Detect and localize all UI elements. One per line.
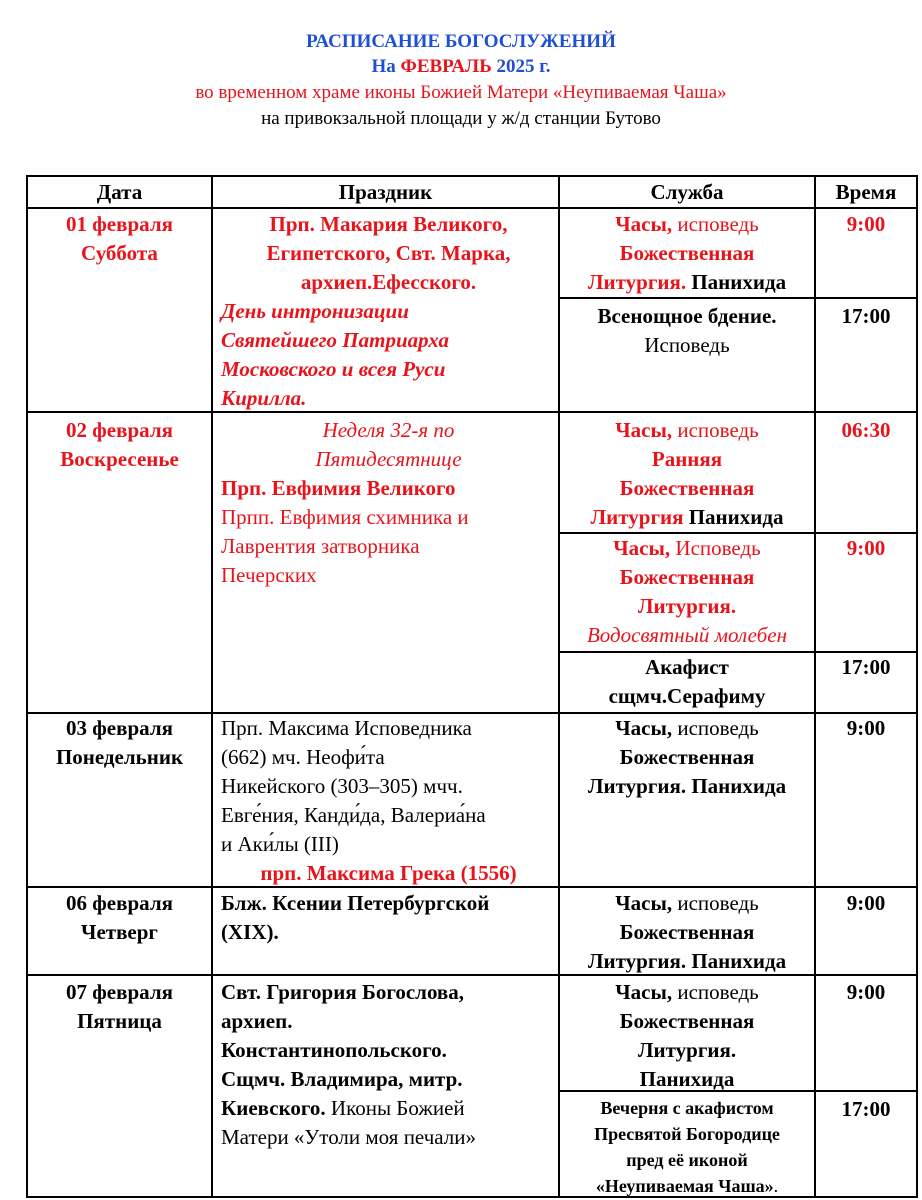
- service-akathist: сщмч.Серафиму: [608, 684, 766, 708]
- header-feast: Праздник: [338, 180, 433, 204]
- service-time: 06:30: [841, 418, 891, 442]
- service-time: 17:00: [841, 655, 891, 679]
- date-day: 07 февраля: [66, 980, 173, 1004]
- feast-line: Киевского.: [221, 1096, 326, 1120]
- service-akathist: Акафист: [645, 655, 729, 679]
- service-vespers: .: [773, 1176, 779, 1196]
- row-feast: [221, 210, 556, 413]
- feast-line: прп. Максима Грека (1556): [260, 861, 517, 885]
- column-divider: [211, 177, 213, 1196]
- schedule-month: [0, 56, 922, 78]
- service-hours: Часы,: [615, 418, 673, 442]
- feast-line: Сщмч. Владимира, митр.: [221, 1067, 463, 1091]
- row-divider: [28, 207, 916, 209]
- feast-line: (662) мч. Неофи́та: [221, 745, 385, 769]
- service-time: 17:00: [841, 304, 891, 328]
- service-panikhida: Панихида: [686, 270, 787, 294]
- service-confession: Исповедь: [644, 333, 730, 357]
- service-entry: [560, 302, 814, 360]
- row-date: [28, 210, 211, 268]
- service-time: 17:00: [841, 1097, 891, 1121]
- header-date: Дата: [96, 180, 143, 204]
- service-entry: [560, 978, 814, 1094]
- row-date: [28, 714, 211, 772]
- service-hours: Часы,: [615, 891, 673, 915]
- header-service: Служба: [650, 180, 724, 204]
- temple-location: на привокзальной площади у ж/д станции Бутово: [261, 108, 661, 129]
- feast-line: Иконы Божией: [325, 1096, 465, 1120]
- service-confession: исповедь: [672, 891, 759, 915]
- schedule-title: РАСПИСАНИЕ БОГОСЛУЖЕНИЙ: [306, 31, 616, 52]
- service-confession: исповедь: [672, 980, 759, 1004]
- date-weekday: Суббота: [81, 241, 158, 265]
- service-confession: исповедь: [672, 716, 759, 740]
- feast-line: Прп. Евфимия Великого: [221, 476, 456, 500]
- feast-line: Блж. Ксении Петербургской: [221, 891, 490, 915]
- service-time: 9:00: [846, 891, 886, 915]
- service-hours: Часы,: [615, 980, 673, 1004]
- row-date: [28, 889, 211, 947]
- header-time: Время: [835, 180, 897, 204]
- date-day: 01 февраля: [66, 212, 173, 236]
- date-day: 02 февраля: [66, 418, 173, 442]
- date-weekday: Пятница: [77, 1009, 162, 1033]
- date-weekday: Воскресенье: [60, 447, 179, 471]
- service-time: 9:00: [846, 716, 886, 740]
- feast-line: Матери «Утоли моя печали»: [221, 1125, 477, 1149]
- feast-line: и Аки́лы (III): [221, 832, 339, 856]
- service-liturgy: Божественная: [619, 920, 755, 944]
- schedule-table: [26, 175, 918, 1198]
- feast-line: Неделя 32-я по: [322, 418, 455, 442]
- service-vespers: Пресвятой Богородице: [594, 1124, 780, 1144]
- service-vespers: пред её иконой: [626, 1150, 748, 1170]
- service-panikhida: Панихида: [683, 505, 784, 529]
- service-hours: Часы,: [615, 716, 673, 740]
- service-liturgy: Литургия.: [587, 270, 687, 294]
- feast-line: (XIX).: [221, 920, 279, 944]
- row-date: [28, 978, 211, 1036]
- service-time: 9:00: [846, 212, 886, 236]
- date-weekday: Четверг: [81, 920, 158, 944]
- service-liturgy: Литургия. Панихида: [587, 949, 787, 973]
- service-entry: [560, 653, 814, 711]
- feast-line: Лаврентия затворника: [221, 534, 420, 558]
- feast-line: архиеп.Ефесского.: [300, 270, 477, 294]
- feast-line: Прп. Макария Великого,: [269, 212, 508, 236]
- service-time: 9:00: [846, 980, 886, 1004]
- service-entry: [560, 1095, 814, 1199]
- service-entry: [560, 210, 814, 297]
- feast-line: Никейского (303–305) мчч.: [221, 774, 463, 798]
- service-early: Ранняя: [651, 447, 723, 471]
- service-confession: исповедь: [672, 212, 759, 236]
- row-date: [28, 416, 211, 474]
- feast-line: Святейшего Патриарха: [221, 328, 449, 352]
- month-name: ФЕВРАЛЬ: [400, 56, 492, 77]
- date-day: 06 февраля: [66, 891, 173, 915]
- service-liturgy: Литургия.: [637, 1038, 737, 1062]
- service-entry: [560, 889, 814, 976]
- feast-line: Египетского, Свт. Марка,: [266, 241, 511, 265]
- date-weekday: Понедельник: [55, 745, 184, 769]
- feast-line: Прп. Максима Исповедника: [221, 716, 472, 740]
- service-entry: [560, 416, 814, 532]
- service-panikhida: Панихида: [639, 1067, 735, 1091]
- service-hours: Часы,: [615, 212, 673, 236]
- service-liturgy: Божественная: [619, 241, 755, 265]
- row-feast: [221, 714, 556, 888]
- temple-name: во временном храме иконы Божией Матери «Неупиваемая Чаша»: [195, 82, 727, 103]
- service-liturgy: Литургия.: [637, 594, 737, 618]
- service-vigil: Всенощное бдение.: [597, 304, 777, 328]
- service-vespers: Вечерня с акафистом: [600, 1098, 774, 1118]
- feast-line: Пятидесятнице: [315, 447, 462, 471]
- feast-line: Свт. Григория Богослова,: [221, 980, 465, 1004]
- row-feast: [221, 416, 556, 590]
- service-liturgy: Литургия. Панихида: [587, 774, 787, 798]
- service-hours: Часы,: [613, 536, 671, 560]
- date-day: 03 февраля: [66, 716, 173, 740]
- service-liturgy: Божественная: [619, 745, 755, 769]
- feast-line: День интронизации: [221, 299, 409, 323]
- service-liturgy: Божественная: [619, 476, 755, 500]
- month-prefix: На: [371, 56, 401, 77]
- sub-row-divider: [558, 297, 916, 299]
- service-liturgy: Божественная: [619, 1009, 755, 1033]
- month-year: 2025 г.: [491, 56, 551, 77]
- feast-line: Прпп. Евфимия схимника и: [221, 505, 469, 529]
- service-entry: [560, 714, 814, 801]
- row-feast: [221, 978, 556, 1152]
- feast-line: Кирилла.: [221, 386, 307, 410]
- feast-line: Евге́ния, Канди́да, Валериа́на: [221, 803, 486, 827]
- feast-line: Печерских: [221, 563, 317, 587]
- service-vespers: «Неупиваемая Чаша»: [595, 1176, 774, 1196]
- service-entry: [560, 534, 814, 650]
- feast-line: Московского и всея Руси: [221, 357, 446, 381]
- service-liturgy: Божественная: [619, 565, 755, 589]
- service-confession: Исповедь: [670, 536, 761, 560]
- service-liturgy: Литургия: [590, 505, 684, 529]
- service-confession: исповедь: [672, 418, 759, 442]
- feast-line: архиеп.: [221, 1009, 293, 1033]
- service-time: 9:00: [846, 536, 886, 560]
- service-moleben: Водосвятный молебен: [586, 623, 788, 647]
- feast-line: Константинопольского.: [221, 1038, 447, 1062]
- row-feast: [221, 889, 556, 947]
